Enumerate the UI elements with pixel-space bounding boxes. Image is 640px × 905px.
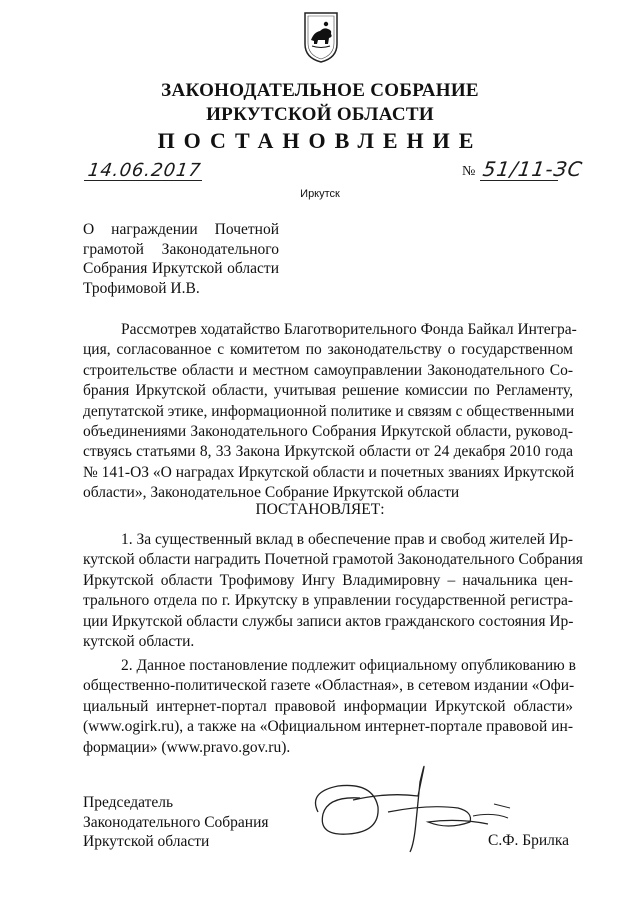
document-number: 51/11-ЗС [481,157,585,181]
document-date: 14.06.2017 [86,160,203,181]
subject-line: грамотой Законодательного [83,240,279,258]
paragraph-line: циальный интернет-портал правовой информации Иркутской области» [83,697,573,715]
paragraph-line: кутской области наградить Почетной грамотой Законодательного Собрания [83,551,583,569]
paragraph-line: брания Иркутской области, учитывая решение комиссии по Регламенту, [83,382,573,400]
signer-title-line: Председатель [83,794,174,811]
subject-line: Трофимовой И.В. [83,279,200,297]
paragraph-line: (www.ogirk.ru), а также на «Официальном интернет-портале правовой ин- [83,718,573,736]
subject-line: О награждении Почетной [83,221,279,238]
paragraph-line: ствуясь статьями 8, 33 Закона Иркутской области от 24 декабря 2010 года [83,443,573,461]
resolution-item-2 [83,656,576,758]
organization-name-line2: ИРКУТСКОЙ ОБЛАСТИ [206,104,434,125]
city-name: Иркутск [300,188,340,200]
paragraph-line: депутатской этике, информационной политике и связям с общественными [83,402,575,420]
resolution-item-1 [83,530,583,652]
paragraph-line: ции Иркутской области службы записи актов гражданского состояния Ир- [83,612,574,630]
paragraph-line: Иркутской области Трофимову Ингу Владимировну – начальника цен- [83,571,573,589]
signer-name: С.Ф. Брилка [488,832,570,849]
coat-of-arms-icon [302,10,340,64]
signer-title-line: Законодательного Собрания [83,813,269,831]
paragraph-line: общественно-политической газете «Областная», в сетевом издании «Офи- [83,677,575,695]
paragraph-line: 2. Данное постановление подлежит официальному опубликованию в [121,657,576,674]
paragraph-line: формации» (www.pravo.gov.ru). [83,738,291,756]
subject-line: Собрания Иркутской области [83,260,279,277]
number-prefix: № [462,164,476,179]
signer-title-line: Иркутской области [83,833,210,850]
document-type-title: ПОСТАНОВЛЕНИЕ [157,128,483,153]
paragraph-line: 1. За существенный вклад в обеспечение прав и свобод жителей Ир- [121,531,574,548]
paragraph-line: трального отдела по г. Иркутску в управлении государственной регистра- [83,592,573,610]
signer-title [83,793,269,852]
number-underline [480,180,558,181]
paragraph-line: № 141-ОЗ «О наградах Иркутской области и почетных званиях Иркутской [83,463,575,481]
organization-name-line1: ЗАКОНОДАТЕЛЬНОЕ СОБРАНИЕ [161,80,479,101]
preamble-paragraph [83,320,577,504]
paragraph-line: объединениями Законодательного Собрания Иркутской области, руковод- [83,423,573,441]
date-underline [84,180,202,181]
paragraph-line: Рассмотрев ходатайство Благотворительного Фонда Байкал Интегра- [121,321,577,338]
resolves-heading: ПОСТАНОВЛЯЕТ: [255,501,385,518]
document-subject [83,220,279,298]
paragraph-line: кутской области. [83,633,195,651]
paragraph-line: ция, согласованное с комитетом по законодательству о государственном [83,341,573,359]
paragraph-line: области», Законодательное Собрание Иркутской области [83,484,460,502]
paragraph-line: строительстве области и местном самоуправлении Законодательного Со- [83,361,573,379]
